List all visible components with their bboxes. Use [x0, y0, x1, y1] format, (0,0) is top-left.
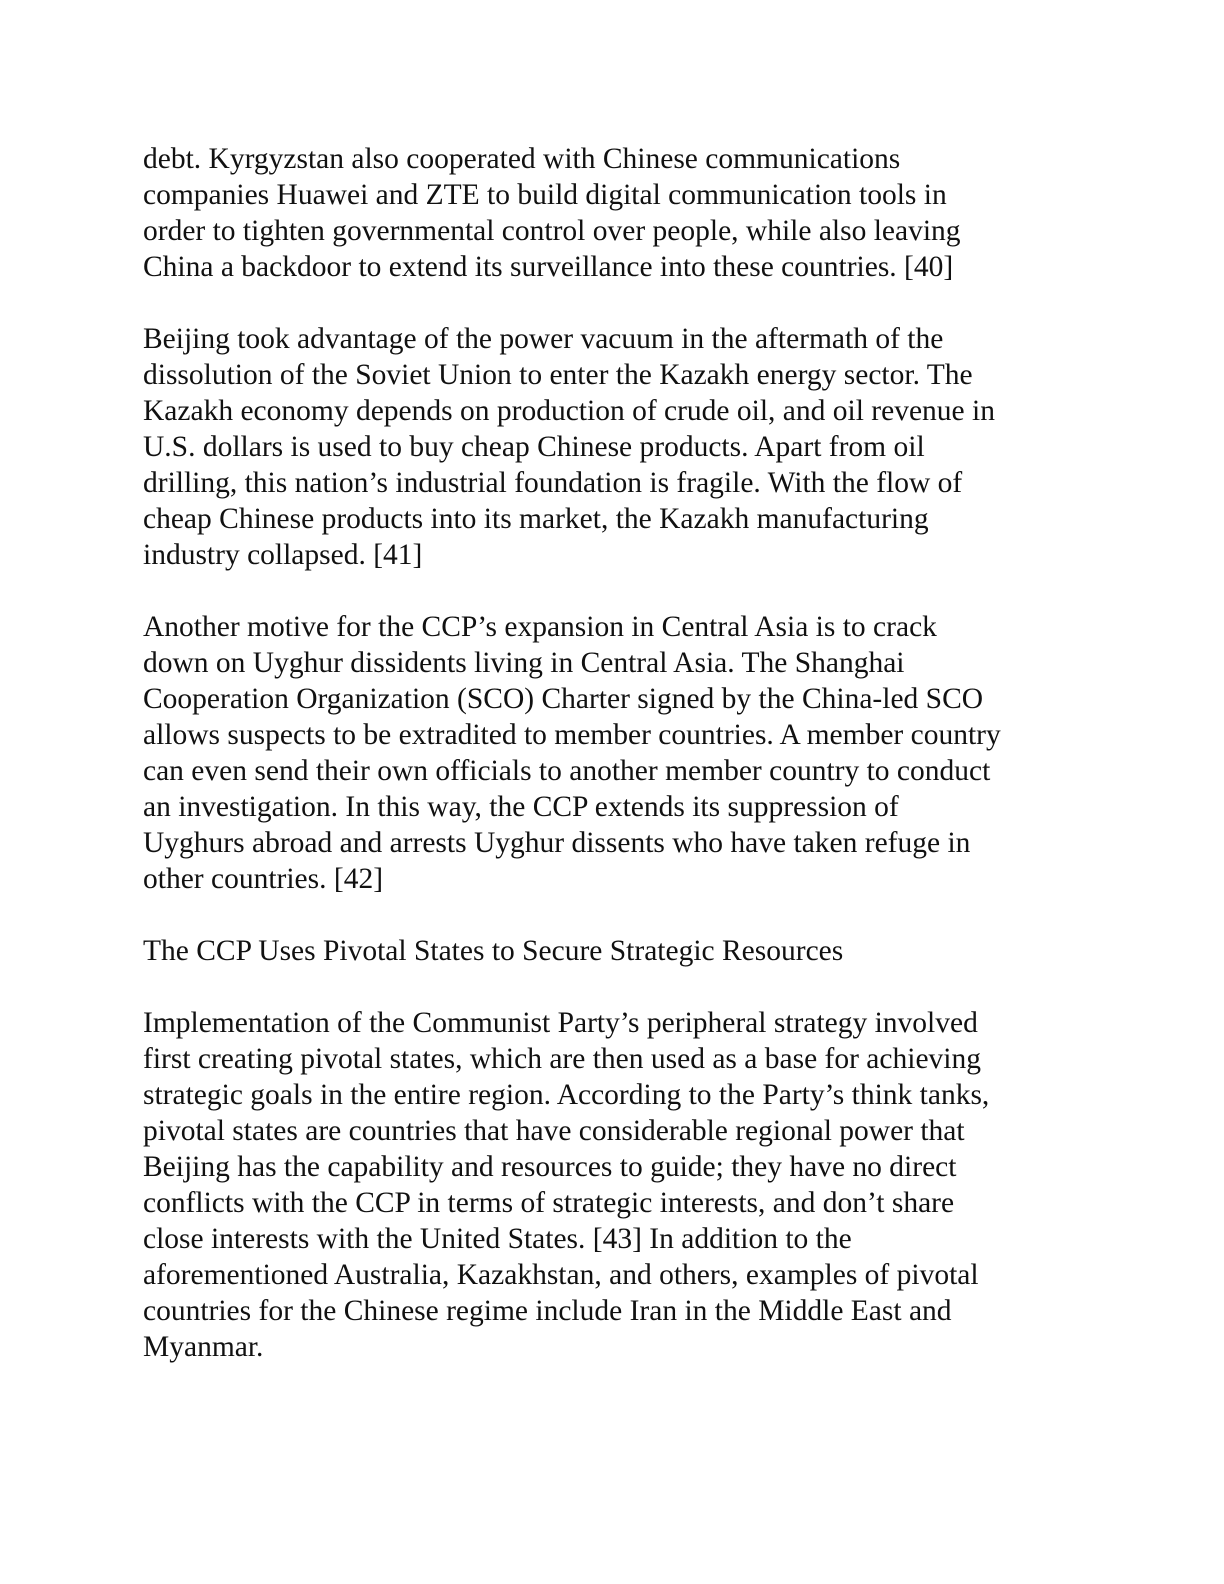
paragraph-line: Another motive for the CCP’s expansion in Central Asia is to crack	[143, 611, 937, 643]
paragraph-line: drilling, this nation’s industrial foundation is fragile. With the flow of	[143, 467, 963, 499]
paragraph-pivotal-states	[143, 1005, 1078, 1365]
paragraph-line: Beijing took advantage of the power vacuum in the aftermath of the	[143, 323, 944, 355]
paragraph-line: pivotal states are countries that have considerable regional power that	[143, 1115, 965, 1147]
paragraph-line: aforementioned Australia, Kazakhstan, and others, examples of pivotal	[143, 1259, 979, 1291]
paragraph-line: Beijing has the capability and resources to guide; they have no direct	[143, 1151, 957, 1183]
paragraph-line: close interests with the United States. [43] In addition to the	[143, 1223, 852, 1255]
paragraph-kazakh-energy	[143, 321, 1078, 573]
paragraph-uyghur-dissidents	[143, 609, 1078, 897]
paragraph-line: conflicts with the CCP in terms of strategic interests, and don’t share	[143, 1187, 955, 1219]
paragraph-line: countries for the Chinese regime include Iran in the Middle East and	[143, 1295, 952, 1327]
paragraph-line: Cooperation Organization (SCO) Charter signed by the China-led SCO	[143, 683, 984, 715]
paragraph-line: China a backdoor to extend its surveillance into these countries. [40]	[143, 251, 954, 283]
paragraph-line: down on Uyghur dissidents living in Central Asia. The Shanghai	[143, 647, 905, 679]
paragraph-surveillance	[143, 141, 1078, 285]
paragraph-line: U.S. dollars is used to buy cheap Chinese products. Apart from oil	[143, 431, 925, 463]
paragraph-line: other countries. [42]	[143, 863, 384, 895]
paragraph-line: allows suspects to be extradited to member countries. A member country	[143, 719, 1001, 751]
paragraph-line: cheap Chinese products into its market, the Kazakh manufacturing	[143, 503, 929, 535]
paragraph-line: order to tighten governmental control over people, while also leaving	[143, 215, 961, 247]
paragraph-line: Implementation of the Communist Party’s peripheral strategy involved	[143, 1007, 978, 1039]
paragraph-line: Uyghurs abroad and arrests Uyghur dissents who have taken refuge in	[143, 827, 971, 859]
paragraph-line: an investigation. In this way, the CCP extends its suppression of	[143, 791, 899, 823]
paragraph-line: dissolution of the Soviet Union to enter the Kazakh energy sector. The	[143, 359, 973, 391]
section-heading: The CCP Uses Pivotal States to Secure Strategic Resources	[143, 935, 844, 967]
document-page	[143, 141, 1078, 1401]
paragraph-line: strategic goals in the entire region. According to the Party’s think tanks,	[143, 1079, 990, 1111]
paragraph-line: companies Huawei and ZTE to build digital communication tools in	[143, 179, 947, 211]
paragraph-line: debt. Kyrgyzstan also cooperated with Chinese communications	[143, 143, 901, 175]
paragraph-line: industry collapsed. [41]	[143, 539, 423, 571]
paragraph-line: first creating pivotal states, which are then used as a base for achieving	[143, 1043, 981, 1075]
paragraph-line: Myanmar.	[143, 1331, 264, 1363]
paragraph-line: Kazakh economy depends on production of crude oil, and oil revenue in	[143, 395, 995, 427]
paragraph-line: can even send their own officials to another member country to conduct	[143, 755, 991, 787]
section-heading-block	[143, 933, 1078, 969]
